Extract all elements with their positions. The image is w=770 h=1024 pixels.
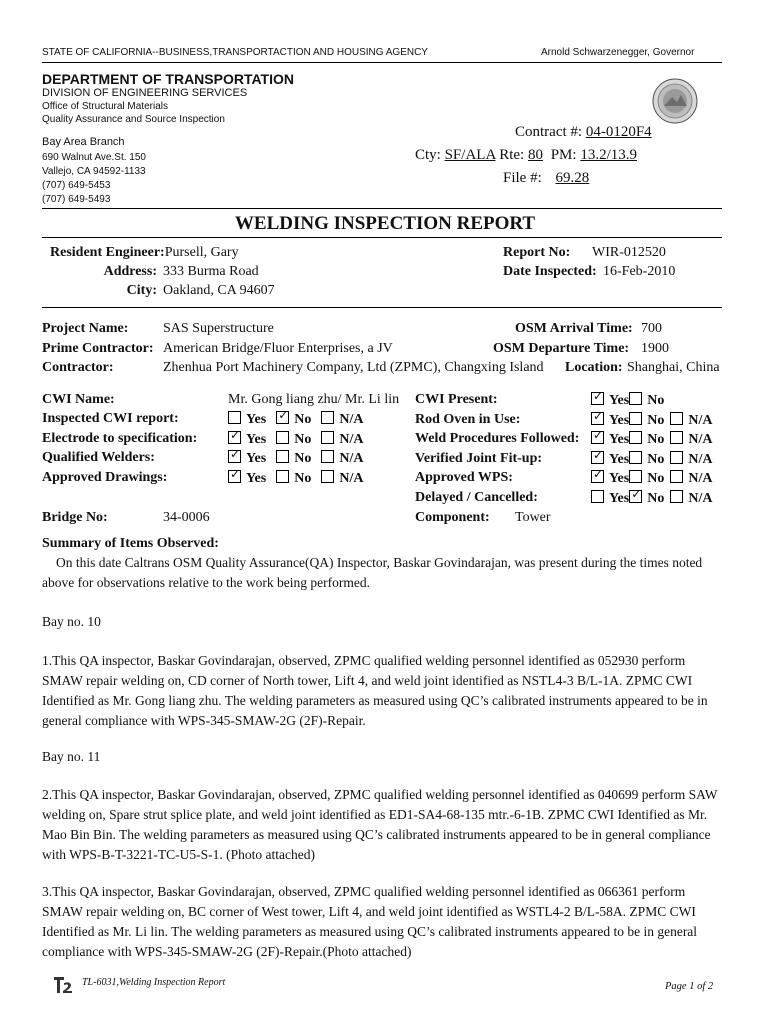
osm-arrival-value: 700 [641, 321, 662, 336]
observation-item-3: 3.This QA inspector, Baskar Govindarajan, observed, ZPMC qualified welding personnel identified as 066361 perform SMAW repair welding on, BC corner of West tower, Lift 4, and weld joint identified as WSTL4-2 B/L-58A. ZPMC CWI Identified as Mr. Li lin. The welding parameters as measured using QC’s calibrated instruments appeared to be in general compliance with WPS-345-SMAW-2G (2F)-Repair.(Photo attached) [42, 884, 698, 959]
option-na[interactable]: N/A [670, 432, 712, 447]
option-na[interactable]: N/A [670, 413, 712, 428]
component-value: Tower [515, 510, 551, 525]
checkbox-icon[interactable] [276, 431, 289, 444]
checkbox-icon[interactable] [591, 392, 604, 405]
checkbox-icon[interactable] [276, 450, 289, 463]
bridge-no-value: 34-0006 [163, 510, 210, 525]
checkbox-icon[interactable] [629, 490, 642, 503]
form-footer: TL-6031,Welding Inspection Report [82, 977, 226, 988]
cwi-right-row-label: Rod Oven in Use: [415, 411, 521, 427]
location-value: Shanghai, China [627, 360, 720, 375]
option-na[interactable]: N/A [670, 491, 712, 506]
cwi-left-row-options [228, 470, 373, 487]
bay-10-label: Bay no. 10 [42, 614, 101, 629]
option-yes[interactable]: ✓ Yes [228, 471, 266, 486]
option-na[interactable]: N/A [670, 471, 712, 486]
title-divider [42, 208, 722, 209]
cwi-left-row-label: Approved Drawings: [42, 469, 168, 485]
osm-departure-value: 1900 [641, 341, 669, 356]
project-name-label: Project Name: [42, 321, 129, 336]
observation-item-2: 2.This QA inspector, Baskar Govindarajan, observed, ZPMC qualified welding personnel identified as 040699 perform SAW welding on, Spare strut splice plate, and weld joint identified as ED1-SA4-68-135 mtr.-6-1B. ZPMC CWI Identified as Mr. Mao Bin Bin. The welding parameters as measured using QC’s calibrated instruments appeared to be in general compliance with WPS-B-T-3221-TC-U5-S-1. (Photo attached) [42, 787, 718, 862]
address-line-1: 690 Walnut Ave.St. 150 [42, 152, 146, 163]
checkbox-icon[interactable] [228, 450, 241, 463]
checkbox-icon[interactable] [228, 470, 241, 483]
checkbox-icon[interactable] [670, 470, 683, 483]
cwi-right-row-options [591, 490, 722, 507]
cwi-name-value: Mr. Gong liang zhu/ Mr. Li lin [228, 392, 400, 407]
option-na[interactable]: N/A [321, 451, 363, 466]
agency-header: STATE OF CALIFORNIA--BUSINESS,TRANSPORTACTION AND HOUSING AGENCY [42, 47, 428, 58]
phone-line-2: (707) 649-5493 [42, 194, 111, 205]
bay-11-label: Bay no. 11 [42, 749, 101, 764]
checkbox-icon[interactable] [670, 412, 683, 425]
branch-name: Bay Area Branch [42, 136, 125, 148]
report-no-label: Report No: [503, 245, 571, 260]
cwi-right-row-label: Weld Procedures Followed: [415, 431, 580, 446]
title-underline [42, 237, 722, 238]
option-no[interactable]: No [629, 413, 664, 428]
checkbox-icon[interactable] [591, 490, 604, 503]
option-yes[interactable]: ✓ Yes [228, 432, 266, 447]
option-na[interactable]: N/A [321, 412, 363, 427]
cwi-left-row-options [228, 411, 373, 428]
observation-item-1: 1.This QA inspector, Baskar Govindarajan, observed, ZPMC qualified welding personnel identified as 052930 perform SMAW repair welding on, CD corner of North tower, Lift 4, and weld joint identified as NSTL4-3 B/L-1A. ZPMC CWI Identified as Mr. Gong liang zhu. The welding parameters as measured using QC’s calibrated instruments appeared to be in general compliance with WPS-345-SMAW-2G (2F)-Repair. [42, 653, 708, 728]
checkbox-icon[interactable] [276, 470, 289, 483]
option-yes[interactable]: ✓ Yes [591, 471, 629, 486]
contract-number: Contract #: 04-0120F4 [515, 124, 652, 140]
city-label: City: [126, 283, 157, 298]
option-yes[interactable]: ✓ Yes [591, 432, 629, 447]
bridge-no-label: Bridge No: [42, 510, 108, 525]
summary-intro: On this date Caltrans OSM Quality Assurance(QA) Inspector, Baskar Govindarajan, was present during the times noted above for observations relative to the work being performed. [42, 555, 703, 590]
cwi-right-row-label: CWI Present: [415, 392, 498, 407]
checkbox-icon[interactable] [321, 450, 334, 463]
checkbox-icon[interactable] [629, 412, 642, 425]
cwi-right-row-options [591, 431, 722, 448]
governor-label: Arnold Schwarzenegger, Governor [541, 47, 695, 58]
city-value: Oakland, CA 94607 [163, 283, 275, 298]
option-na[interactable]: N/A [321, 471, 363, 486]
checkbox-icon[interactable] [670, 451, 683, 464]
engineer-divider [42, 307, 722, 308]
office-line-1: Office of Structural Materials [42, 101, 168, 112]
option-na[interactable]: N/A [321, 432, 363, 447]
cwi-left-row-options [228, 450, 373, 467]
checkbox-icon[interactable] [591, 470, 604, 483]
checkbox-icon[interactable] [629, 431, 642, 444]
option-no[interactable]: ✓ No [276, 412, 311, 427]
option-yes[interactable]: ✓ Yes [591, 452, 629, 467]
prime-contractor-value: American Bridge/Fluor Enterprises, a JV [163, 341, 393, 356]
contractor-label: Contractor: [42, 360, 114, 375]
department-name: DEPARTMENT OF TRANSPORTATION [42, 71, 294, 87]
option-no[interactable]: No [629, 432, 664, 447]
prime-contractor-label: Prime Contractor: [42, 341, 154, 356]
cwi-right-row-options [591, 470, 722, 487]
report-no-value: WIR-012520 [592, 245, 666, 260]
contractor-value: Zhenhua Port Machinery Company, Ltd (ZPMC), Changxing Island [163, 360, 544, 375]
checkbox-icon[interactable] [629, 451, 642, 464]
cwi-left-row-label: Electrode to specification: [42, 430, 198, 446]
option-no[interactable]: No [629, 471, 664, 486]
phone-line-1: (707) 649-5453 [42, 180, 111, 191]
checkbox-icon[interactable] [591, 412, 604, 425]
option-no[interactable]: ✓ No [629, 491, 664, 506]
checkbox-icon[interactable] [228, 411, 241, 424]
osm-arrival-label: OSM Arrival Time: [515, 321, 633, 336]
cwi-left-row-label: Qualified Welders: [42, 450, 155, 465]
option-no[interactable]: No [629, 393, 664, 408]
caltrans-logo-icon [52, 973, 74, 995]
option-yes[interactable]: ✓ Yes [591, 413, 629, 428]
checkbox-icon[interactable] [321, 411, 334, 424]
office-line-2: Quality Assurance and Source Inspection [42, 114, 225, 125]
address-label: Address: [103, 264, 157, 279]
checkbox-icon[interactable] [670, 490, 683, 503]
option-yes[interactable]: Yes [591, 491, 629, 506]
option-no[interactable]: No [276, 451, 311, 466]
summary-heading: Summary of Items Observed: [42, 536, 219, 551]
county-route-postmile: Cty: SF/ALA Rte: 80 PM: 13.2/13.9 [415, 147, 637, 163]
project-name-value: SAS Superstructure [163, 321, 274, 336]
file-number: File #: 69.28 [503, 170, 590, 186]
date-inspected-label: Date Inspected: [503, 264, 597, 279]
header-divider [42, 62, 722, 63]
location-label: Location: [565, 360, 623, 375]
component-label: Component: [415, 510, 490, 525]
cwi-right-row-label: Verified Joint Fit-up: [415, 450, 543, 466]
checkbox-icon[interactable] [629, 392, 642, 405]
option-no[interactable]: No [276, 471, 311, 486]
checkbox-icon[interactable] [670, 431, 683, 444]
cwi-right-row-options [591, 392, 670, 409]
cwi-right-row-label: Delayed / Cancelled: [415, 489, 538, 505]
checkbox-icon[interactable] [321, 431, 334, 444]
division-name: DIVISION OF ENGINEERING SERVICES [42, 87, 248, 99]
option-no[interactable]: No [276, 432, 311, 447]
cwi-left-row-label: Inspected CWI report: [42, 411, 179, 426]
option-yes[interactable]: Yes [228, 412, 266, 427]
address-line-2: Vallejo, CA 94592-1133 [42, 166, 146, 177]
checkbox-icon[interactable] [321, 470, 334, 483]
state-seal-icon [652, 78, 698, 124]
cwi-right-row-options [591, 412, 722, 429]
option-yes[interactable]: ✓ Yes [591, 393, 629, 408]
report-title: WELDING INSPECTION REPORT [234, 213, 536, 234]
page-number: Page 1 of 2 [665, 981, 714, 992]
checkbox-icon[interactable] [276, 411, 289, 424]
checkbox-icon[interactable] [591, 431, 604, 444]
checkbox-icon[interactable] [591, 451, 604, 464]
cwi-right-row-options [591, 451, 722, 468]
cwi-right-row-label: Approved WPS: [415, 470, 513, 485]
option-yes[interactable]: ✓ Yes [228, 451, 266, 466]
resident-engineer: Resident Engineer:Pursell, Gary [50, 245, 239, 260]
option-no[interactable]: No [629, 452, 664, 467]
cwi-name-label: CWI Name: [42, 392, 115, 407]
osm-departure-label: OSM Departure Time: [493, 341, 630, 356]
date-inspected-value: 16-Feb-2010 [603, 264, 676, 279]
checkbox-icon[interactable] [228, 431, 241, 444]
cwi-left-row-options [228, 431, 373, 448]
checkbox-icon[interactable] [629, 470, 642, 483]
option-na[interactable]: N/A [670, 452, 712, 467]
address-value: 333 Burma Road [163, 264, 259, 279]
